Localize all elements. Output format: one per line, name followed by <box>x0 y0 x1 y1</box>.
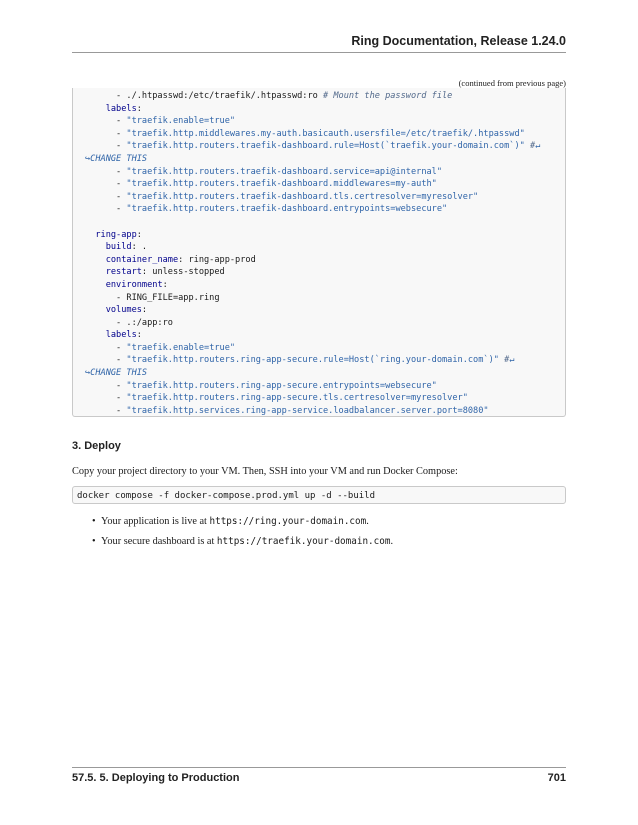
list-item-text: Your application is live at <box>101 516 210 527</box>
code-line <box>85 229 565 242</box>
code-token: "traefik.http.routers.ring-app-secure.rule=Host(`ring.your-domain.com`)" <box>126 355 499 366</box>
code-line <box>85 90 565 103</box>
code-line <box>85 392 565 405</box>
code-token: : <box>162 279 168 290</box>
footer-divider <box>72 767 566 768</box>
code-token: "traefik.http.routers.ring-app-secure.entrypoints=websecure" <box>126 380 437 391</box>
code-token: container_name <box>105 254 179 265</box>
code-token: "traefik.http.routers.ring-app-secure.tls.certresolver=myresolver" <box>126 393 468 404</box>
code-token: - <box>85 393 127 404</box>
code-token: - <box>85 128 127 139</box>
code-line <box>85 216 565 229</box>
code-token: - <box>85 355 127 366</box>
code-token <box>85 242 106 252</box>
code-token: "traefik.enable=true" <box>126 342 236 353</box>
code-token <box>85 267 106 277</box>
page-header-title: Ring Documentation, Release 1.24.0 <box>351 34 566 48</box>
code-line <box>85 405 565 417</box>
code-token: ↪CHANGE THIS <box>85 153 148 164</box>
code-token: build <box>105 242 132 253</box>
code-token: "traefik.http.routers.traefik-dashboard.service=api@internal" <box>126 166 443 177</box>
code-line <box>85 354 565 367</box>
code-token: labels <box>105 330 137 341</box>
code-token: environment <box>105 279 163 290</box>
code-token: "traefik.http.routers.traefik-dashboard.entrypoints=websecure" <box>126 204 448 215</box>
code-token: # <box>498 355 510 366</box>
code-token: - <box>85 342 127 353</box>
code-token: : <box>136 103 142 114</box>
code-token <box>85 305 106 315</box>
code-line <box>85 279 565 292</box>
list-item-text: Your secure dashboard is at <box>101 536 217 547</box>
code-line <box>85 241 565 254</box>
bullet-icon: • <box>92 536 96 547</box>
code-token: # Mount the password file <box>323 91 453 101</box>
deploy-command-block: docker compose -f docker-compose.prod.yml up -d --build <box>72 486 566 504</box>
code-line <box>85 140 565 153</box>
code-line <box>85 254 565 267</box>
code-token <box>85 230 95 240</box>
code-token: ↵ <box>535 141 541 152</box>
code-token: - <box>85 179 127 190</box>
code-token: # <box>524 141 536 152</box>
continued-note: (continued from previous page) <box>458 78 566 88</box>
code-token: : . <box>131 242 148 253</box>
page-number: 701 <box>547 772 566 784</box>
code-line <box>85 329 565 342</box>
code-token <box>85 104 106 114</box>
code-token: - <box>85 141 127 152</box>
code-token: : <box>136 330 142 341</box>
code-token: : <box>136 229 142 240</box>
code-line <box>85 304 565 317</box>
code-token: "traefik.enable=true" <box>126 116 236 127</box>
code-token: - <box>85 166 127 177</box>
code-token: "traefik.http.services.ring-app-service.loadbalancer.server.port=8080" <box>126 405 489 416</box>
code-token: - <box>85 191 127 202</box>
code-line <box>85 166 565 179</box>
code-token: - <box>85 405 127 416</box>
code-token: ↪CHANGE THIS <box>85 368 148 379</box>
bullet-icon: • <box>92 516 96 527</box>
code-line <box>85 191 565 204</box>
code-token: volumes <box>105 305 142 316</box>
code-line <box>85 115 565 128</box>
code-token: : ring-app-prod <box>178 254 256 265</box>
deploy-paragraph: Copy your project directory to your VM. Then, SSH into your VM and run Docker Compose: <box>72 466 458 477</box>
code-line <box>85 103 565 116</box>
code-token <box>85 330 106 340</box>
code-token: "traefik.http.middlewares.my-auth.basicauth.usersfile=/etc/traefik/.htpasswd" <box>126 128 525 139</box>
code-token: : <box>141 305 148 316</box>
code-line <box>85 203 565 216</box>
code-line <box>85 367 565 380</box>
code-line <box>85 342 565 355</box>
list-item-suffix: . <box>366 516 369 527</box>
code-token: : unless-stopped <box>141 267 225 278</box>
section-heading: 3. Deploy <box>72 440 121 452</box>
app-url: https://ring.your-domain.com <box>209 516 367 527</box>
code-line <box>85 128 565 141</box>
code-token: - <box>85 380 127 391</box>
code-token: - <box>85 204 127 215</box>
code-token <box>85 280 106 290</box>
header-divider <box>72 52 566 53</box>
code-token: restart <box>105 267 142 278</box>
code-token: - .:/app:ro <box>85 317 173 328</box>
code-token: "traefik.http.routers.traefik-dashboard.rule=Host(`traefik.your-domain.com`)" <box>126 141 525 152</box>
code-line <box>85 178 565 191</box>
code-token: - ./.htpasswd:/etc/traefik/.htpasswd:ro <box>85 91 323 101</box>
footer-section-title: 57.5. 5. Deploying to Production <box>72 772 240 784</box>
code-line <box>85 380 565 393</box>
code-token: - <box>85 116 127 127</box>
code-token: "traefik.http.routers.traefik-dashboard.middlewares=my-auth" <box>126 179 437 190</box>
code-token <box>85 255 106 265</box>
code-line <box>85 153 565 166</box>
list-item-suffix: . <box>390 536 394 547</box>
code-token: - RING_FILE=app.ring <box>85 292 220 303</box>
code-token: labels <box>105 103 137 114</box>
code-line <box>85 317 565 330</box>
code-line <box>85 266 565 279</box>
code-token: ring-app <box>95 229 137 240</box>
code-token: ↵ <box>509 355 515 366</box>
dashboard-url: https://traefik.your-domain.com <box>216 536 391 547</box>
code-token: "traefik.http.routers.traefik-dashboard.tls.certresolver=myresolver" <box>126 191 479 202</box>
code-line <box>85 292 565 305</box>
code-block-compose <box>72 88 566 417</box>
